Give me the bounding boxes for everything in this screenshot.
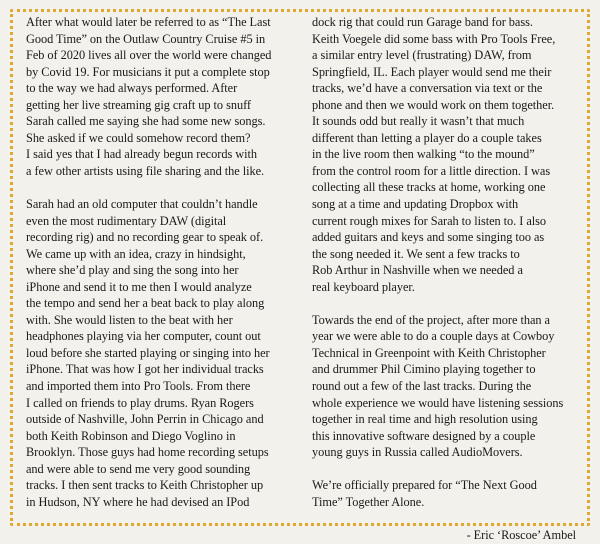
paragraph-next-good-time: We’re officially prepared for “The Next Good Time” Together Alone.: [312, 478, 537, 509]
paragraph-recording-method: Sarah had an old computer that couldn’t handle even the most rudimentary DAW (digital recording rig) and no recording gear to speak of. We came up with an idea, crazy in hindsight, where she’d play and sing the song into her iPhone and send it to me then I would analyze the tempo and send her a beat back to play along with. She would listen to the beat with her headphones playing via her computer, count out loud before she started playing or singing into her iPhone. That was how I got her individual tracks and imported them into Pro Tools. From there I called on friends to play drums. Ryan Rogers outside of Nashville, John Perrin in Chicago and both Keith Robinson and Diego Voglino in Brooklyn. Those guys had home recording setups and were able to send me very good sounding tracks. I then sent tracks to Keith Christopher up in Hudson, NY where he had devised an IPod: [26, 197, 270, 509]
paragraph-end-of-project: Towards the end of the project, after more than a year we were able to do a couple days at Cowboy Technical in Greenpoint with Keith Christopher and drummer Phil Cimino playing together to round out a few of the last tracks. During the whole experience we would have listening sessions together in real time and high resolution using this innovative software designed by a couple young guys in Russia called AudioMovers.: [312, 312, 564, 460]
signature: - Eric ‘Roscoe’ Ambel: [466, 527, 576, 542]
left-column: [26, 14, 296, 510]
paragraph-last-good-time: After what would later be referred to as “The Last Good Time” on the Outlaw Country Cruise #5 in Feb of 2020 lives all over the world were changed by Covid 19. For musicians it put a complete stop to the way we had always performed. After getting her live streaming gig craft up to snuff Sarah called me saying she had some new songs. She asked if we could somehow record them? I said yes that I had already begun records with a few other artists using file sharing and the like.: [26, 15, 272, 178]
paragraph-collaboration: dock rig that could run Garage band for bass. Keith Voegele did some bass with Pro Tools Free, a similar entry level (frustrating) DAW, from Springfield, IL. Each player would send me their tracks, we’d have a conversation via text or the phone and then we would work on them together. It sounds odd but really it wasn’t that much different than letting a player do a couple takes in the live room then walking “to the mound” from the control room for a little direction. I was collecting all these tracks at home, working one song at a time and updating Dropbox with current rough mixes for Sarah to listen to. I also added guitars and keys and some singing too as the song needed it. We sent a few tracks to Rob Arthur in Nashville when we needed a real keyboard player.: [312, 15, 556, 294]
right-column: [312, 14, 578, 544]
